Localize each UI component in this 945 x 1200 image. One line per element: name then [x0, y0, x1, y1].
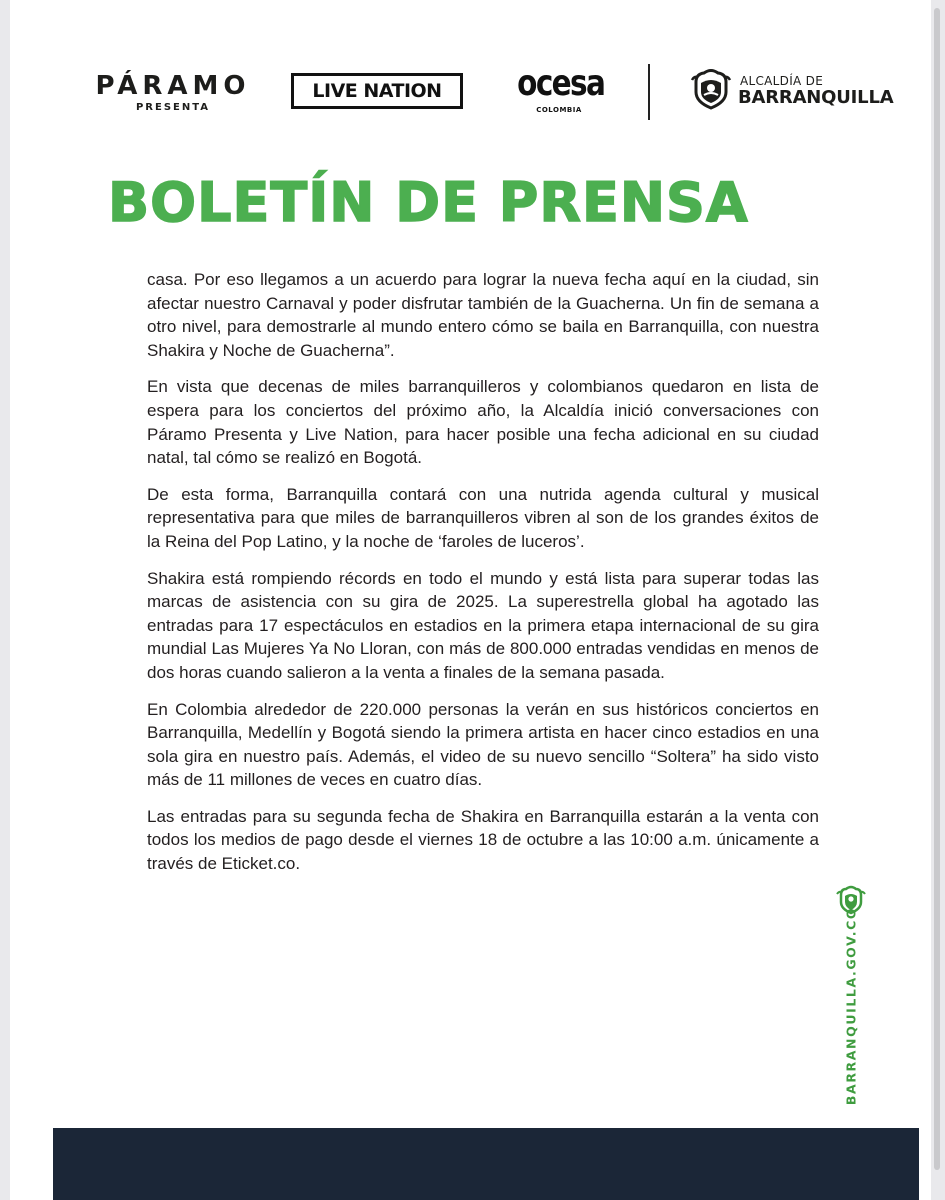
ocesa-logo-name: ocesa — [517, 63, 605, 104]
paramo-logo-name: PÁRAMO — [95, 71, 251, 101]
footer-bar — [53, 1128, 919, 1200]
paragraph: En Colombia alrededor de 220.000 personas la verán en sus históricos conciertos en Barranquilla, Medellín y Bogotá siendo la primera artista en hacer cinco estadios en una sola gira en nuestro país. Además, el video de su nuevo sencillo “Soltera” ha sido visto más de 11 millones de veces en cuatro días. — [147, 699, 819, 790]
paragraph: De esta forma, Barranquilla contará con una nutrida agenda cultural y musical representativa para que miles de barranquilleros vibren al son de los grandes éxitos de la Reina del Pop Latino, y la noche de ‘faroles de luceros’. — [147, 484, 819, 551]
side-website-url: BARRANQUILLA.GOV.CO — [843, 906, 859, 1106]
paramo-logo-sub: PRESENTA — [135, 102, 211, 113]
alcaldia-logo-line1: ALCALDÍA DE — [740, 74, 824, 88]
paragraph: Las entradas para su segunda fecha de Shakira en Barranquilla estarán a la venta con todos los medios de pago desde el viernes 18 de octubre a las 10:00 a.m. únicamente a través de Eticket.co. — [147, 806, 819, 874]
ocesa-logo — [508, 62, 610, 114]
alcaldia-barranquilla-logo — [690, 68, 894, 114]
paramo-presenta-logo — [88, 70, 258, 114]
page-title: BOLETÍN DE PRENSA — [108, 171, 749, 234]
paragraph: Shakira está rompiendo récords en todo el mundo y está lista para superar todas las marcas de asistencia con su gira de 2025. La superestrella global ha agotado las entradas para 17 espectáculos en estadios en la primera etapa internacional de su gira mundial Las Mujeres Ya No Lloran, con más de 800.000 entradas vendidas en menos de dos horas cuando salieron a la venta a finales de la semana pasada. — [147, 568, 819, 682]
alcaldia-logo-line2: BARRANQUILLA — [738, 87, 894, 108]
barranquilla-crest-icon — [690, 68, 732, 110]
scrollbar-thumb[interactable] — [934, 8, 940, 1170]
live-nation-logo — [291, 73, 463, 109]
paragraph: En vista que decenas de miles barranquilleros y colombianos quedaron en lista de espera para los conciertos del próximo año, la Alcaldía inició conversaciones con Páramo Presenta y Live Nation, para hacer posible una fecha adicional en su ciudad natal, tal cómo se realizó en Bogotá. — [147, 377, 819, 468]
paragraph: casa. Por eso llegamos a un acuerdo para lograr la nueva fecha aquí en la ciudad, sin afectar nuestro Carnaval y poder disfrutar también de la Guacherna. Un fin de semana a otro nivel, para demostrarle al mundo entero cómo se baila en Barranquilla, con nuestra Shakira y Noche de Guacherna”. — [147, 270, 819, 360]
document-page — [10, 0, 931, 1200]
live-nation-logo-text: LIVE NATION — [312, 80, 442, 102]
ocesa-logo-sub: COLOMBIA — [536, 106, 582, 114]
logo-divider — [648, 64, 650, 120]
press-release-body — [147, 268, 819, 889]
